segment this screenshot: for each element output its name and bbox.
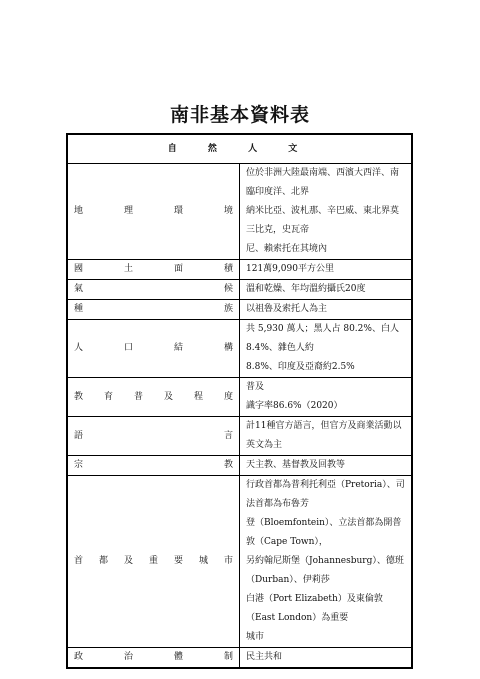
- row-label: 地理環境: [67, 164, 240, 260]
- row-value: [240, 417, 413, 456]
- value-line: 民主共和: [246, 652, 283, 662]
- row-label: 宗教: [67, 456, 240, 476]
- table-row: [67, 417, 412, 456]
- table-row: [67, 378, 412, 417]
- row-value: [240, 476, 413, 648]
- table-row: [67, 164, 412, 260]
- row-label: 種族: [67, 300, 240, 320]
- table-row: [67, 280, 412, 300]
- value-line: 計11種官方語言，但官方及商業活動以英文為主: [246, 421, 402, 450]
- value-line: 位於非洲大陸最南端、西濱大西洋、南臨印度洋、北界: [246, 168, 400, 197]
- table-row: [67, 456, 412, 476]
- section-header: 自 然 人 文: [67, 134, 412, 164]
- row-label: 人口結構: [67, 320, 240, 378]
- row-value: [240, 320, 413, 378]
- value-line: 以祖魯及索托人為主: [246, 304, 328, 314]
- row-value: [240, 280, 413, 300]
- value-line: 登（Bloemfontein）、立法首都為開普敦（Cape Town），: [246, 518, 402, 547]
- value-line: 尼、賴索托在其境內: [246, 244, 328, 254]
- value-line: 納米比亞、波札那、辛巴威、東北界莫三比克，史瓦帝: [246, 206, 400, 235]
- table-row: [67, 648, 412, 669]
- value-line: 行政首都為普利托利亞（Pretoria）、司法首都為布魯芳: [246, 480, 405, 509]
- row-value: [240, 378, 413, 417]
- value-line: 另約翰尼斯堡（Johannesburg）、德班（Durban）、伊莉莎: [246, 556, 404, 585]
- table-row: [67, 320, 412, 378]
- row-label: 語言: [67, 417, 240, 456]
- row-label: 教育普及程度: [67, 378, 240, 417]
- row-label: 首都及重要城市: [67, 476, 240, 648]
- value-line: 溫和乾燥、年均溫約攝氏20度: [246, 284, 366, 294]
- table-row: [67, 476, 412, 648]
- row-value: [240, 164, 413, 260]
- value-line: 天主教、基督教及回教等: [246, 460, 346, 470]
- value-line: 普及: [246, 382, 265, 392]
- section-header-row: [67, 134, 412, 164]
- row-label: 氣候: [67, 280, 240, 300]
- table-row: [67, 300, 412, 320]
- document-title: 南非基本資料表: [169, 104, 310, 126]
- value-line: 121萬9,090平方公里: [246, 264, 334, 274]
- value-line: 共 5,930 萬人；黑人占 80.2%、白人 8.4%、雜色人約: [246, 324, 399, 353]
- value-line: 識字率86.6%（2020）: [246, 401, 343, 411]
- row-value: [240, 648, 413, 669]
- info-table: [66, 133, 413, 669]
- row-value: [240, 456, 413, 476]
- value-line: 白港（Port Elizabeth）及東倫敦（East London）為重要: [246, 594, 383, 623]
- table-row: [67, 260, 412, 280]
- row-value: [240, 300, 413, 320]
- value-line: 城市: [246, 632, 265, 642]
- row-label: 國土面積: [67, 260, 240, 280]
- row-value: [240, 260, 413, 280]
- row-label: 政治體制: [67, 648, 240, 669]
- value-line: 8.8%、印度及亞裔約2.5%: [246, 362, 355, 372]
